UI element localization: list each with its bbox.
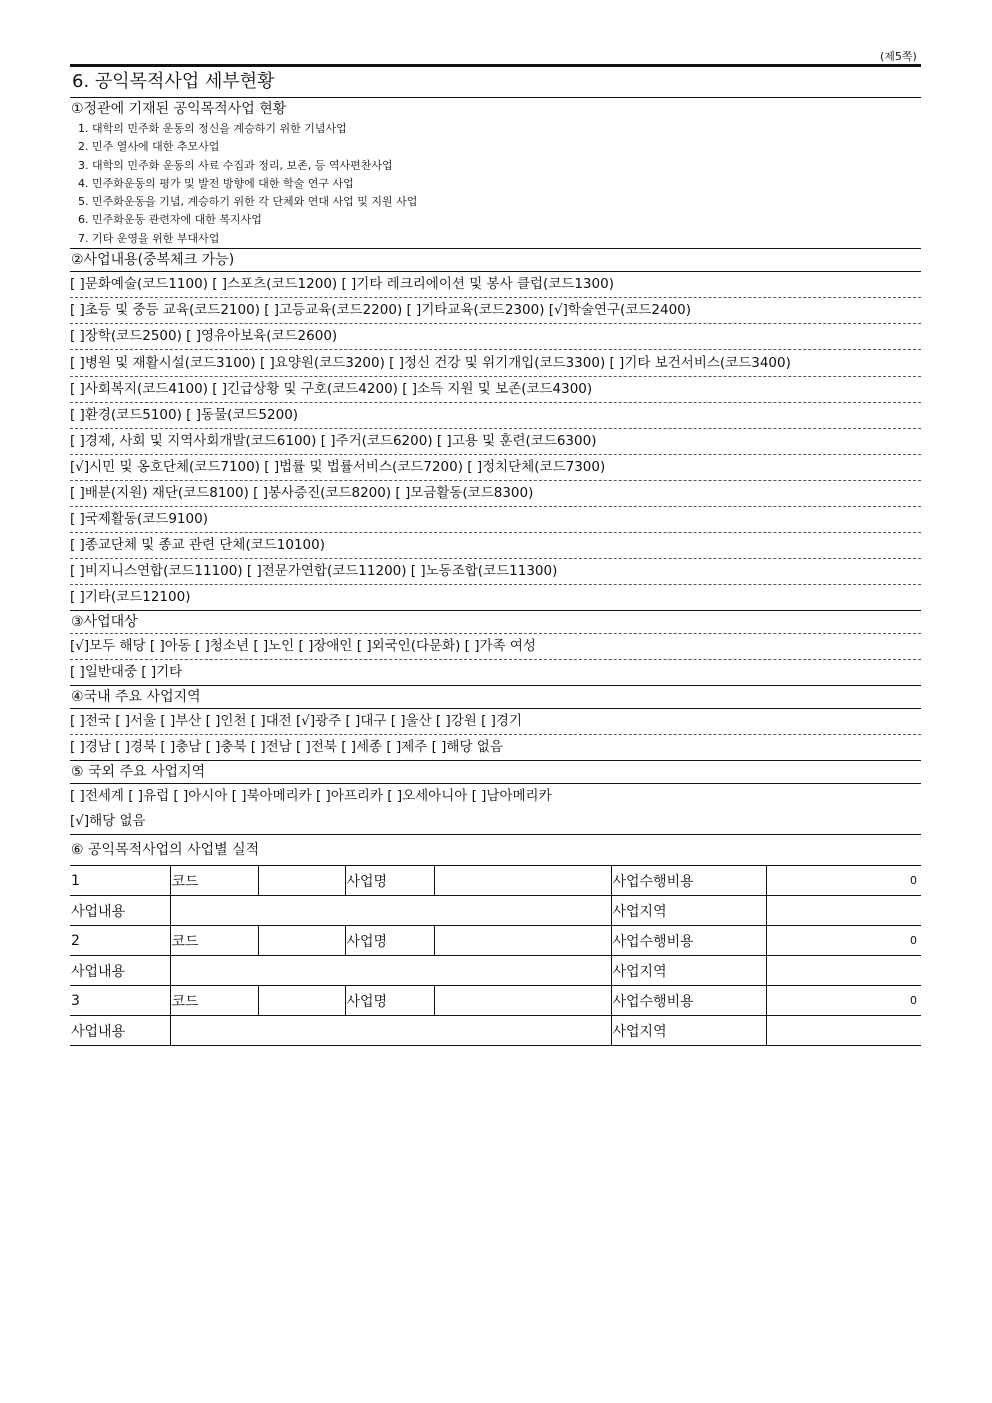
record-number: 3 [70,986,170,1016]
table-row [70,1016,921,1046]
region-field[interactable] [766,1016,921,1046]
s3-heading: ③사업대상 [70,610,921,633]
cost-value[interactable]: 0 [766,986,921,1016]
s2-heading: ②사업내용(중복체크 가능) [70,248,921,271]
content-field[interactable] [170,956,611,986]
page-number: (제5쪽) [880,50,917,63]
region-field[interactable] [766,956,921,986]
list-item: 7. 기타 운영을 위한 부대사업 [78,231,220,245]
table-row [70,896,921,926]
code-label: 코드 [170,866,258,896]
performance-table [70,865,921,1046]
list-item: 4. 민주화운동의 평가 및 발전 방향에 대한 학술 연구 사업 [78,176,354,190]
list-item: 3. 대학의 민주화 운동의 사료 수집과 정리, 보존, 등 역사편찬사업 [78,158,393,172]
code-field[interactable] [258,866,345,896]
cost-value[interactable]: 0 [766,866,921,896]
content-field[interactable] [170,896,611,926]
list-item: 5. 민주화운동을 기념, 계승하기 위한 각 단체와 연대 사업 및 지원 사업 [78,195,418,209]
table-row [70,986,921,1016]
s4-heading: ④국내 주요 사업지역 [70,685,921,708]
table-row [70,926,921,956]
name-label: 사업명 [345,926,434,956]
checkbox-row[interactable]: [ ]비지니스연합(코드11100) [ ]전문가연합(코드11200) [ ]노동조합(코드11300) [70,558,921,584]
content-label: 사업내용 [70,956,170,986]
cost-value[interactable]: 0 [766,926,921,956]
name-field[interactable] [434,986,611,1016]
checkbox-row[interactable]: [ ]경제, 사회 및 지역사회개발(코드6100) [ ]주거(코드6200) [ ]고용 및 훈련(코드6300) [70,428,921,454]
content-field[interactable] [170,1016,611,1046]
content-label: 사업내용 [70,896,170,926]
name-label: 사업명 [345,986,434,1016]
record-number: 2 [70,926,170,956]
checkbox-row[interactable]: [ ]종교단체 및 종교 관련 단체(코드10100) [70,532,921,558]
code-field[interactable] [258,986,345,1016]
list-item: 6. 민주화운동 관련자에 대한 복지사업 [78,213,262,227]
checkbox-row[interactable]: [ ]장학(코드2500) [ ]영유아보육(코드2600) [70,323,921,349]
checkbox-row[interactable]: [ ]환경(코드5100) [ ]동물(코드5200) [70,402,921,428]
checkbox-row[interactable]: [ ]기타(코드12100) [70,584,921,610]
region-label: 사업지역 [611,956,766,986]
s5-heading: ⑤ 국외 주요 사업지역 [70,760,921,783]
code-label: 코드 [170,986,258,1016]
list-item: 1. 대학의 민주화 운동의 정신을 계승하기 위한 기념사업 [78,122,347,135]
s6-heading: ⑥ 공익목적사업의 사업별 실적 [70,834,921,865]
checkbox-row[interactable]: [ ]문화예술(코드1100) [ ]스포츠(코드1200) [ ]기타 레크리에이션 및 봉사 클럽(코드1300) [70,271,921,297]
name-field[interactable] [434,866,611,896]
cost-label: 사업수행비용 [611,986,766,1016]
checkbox-row[interactable]: [ ]배분(지원) 재단(코드8100) [ ]봉사증진(코드8200) [ ]모금활동(코드8300) [70,480,921,506]
record-number: 1 [70,866,170,896]
content-label: 사업내용 [70,1016,170,1046]
checkbox-row[interactable]: [ ]경남 [ ]경북 [ ]충남 [ ]충북 [ ]전남 [ ]전북 [ ]세종 [ ]제주 [ ]해당 없음 [70,734,921,760]
cost-label: 사업수행비용 [611,926,766,956]
cost-label: 사업수행비용 [611,866,766,896]
section-title: 6. 공익목적사업 세부현황 [70,64,921,98]
name-field[interactable] [434,926,611,956]
checkbox-row[interactable]: [ ]병원 및 재활시설(코드3100) [ ]요양원(코드3200) [ ]정신 건강 및 위기개입(코드3300) [ ]기타 보건서비스(코드3400) [70,349,921,376]
region-field[interactable] [766,896,921,926]
checkbox-row[interactable]: [√]해당 없음 [70,813,146,830]
checkbox-row[interactable]: [ ]일반대중 [ ]기타 [70,659,921,685]
checkbox-row[interactable]: [√]시민 및 옹호단체(코드7100) [ ]법률 및 법률서비스(코드7200) [ ]정치단체(코드7300) [70,454,921,480]
table-row [70,866,921,896]
list-item: 2. 민주 열사에 대한 추모사업 [78,140,220,154]
region-label: 사업지역 [611,1016,766,1046]
s1-heading: ①정관에 기재된 공익목적사업 현황 [71,101,287,117]
checkbox-row[interactable]: [ ]전국 [ ]서울 [ ]부산 [ ]인천 [ ]대전 [√]광주 [ ]대구 [ ]울산 [ ]강원 [ ]경기 [70,708,921,734]
code-label: 코드 [170,926,258,956]
checkbox-row[interactable]: [ ]초등 및 중등 교육(코드2100) [ ]고등교육(코드2200) [ ]기타교육(코드2300) [√]학술연구(코드2400) [70,297,921,323]
checkbox-row[interactable]: [ ]국제활동(코드9100) [70,506,921,532]
checkbox-row[interactable]: [√]모두 해당 [ ]아동 [ ]청소년 [ ]노인 [ ]장애인 [ ]외국인(다문화) [ ]가족 여성 [70,633,921,659]
code-field[interactable] [258,926,345,956]
table-row [70,956,921,986]
checkbox-row[interactable]: [ ]사회복지(코드4100) [ ]긴급상황 및 구호(코드4200) [ ]소득 지원 및 보존(코드4300) [70,376,921,402]
region-label: 사업지역 [611,896,766,926]
name-label: 사업명 [345,866,434,896]
checkbox-row[interactable]: [ ]전세계 [ ]유럽 [ ]아시아 [ ]북아메리카 [ ]아프리카 [ ]오세아니아 [ ]남아메리카 [70,783,921,809]
s1-list [70,120,921,248]
document-body [70,64,921,1046]
